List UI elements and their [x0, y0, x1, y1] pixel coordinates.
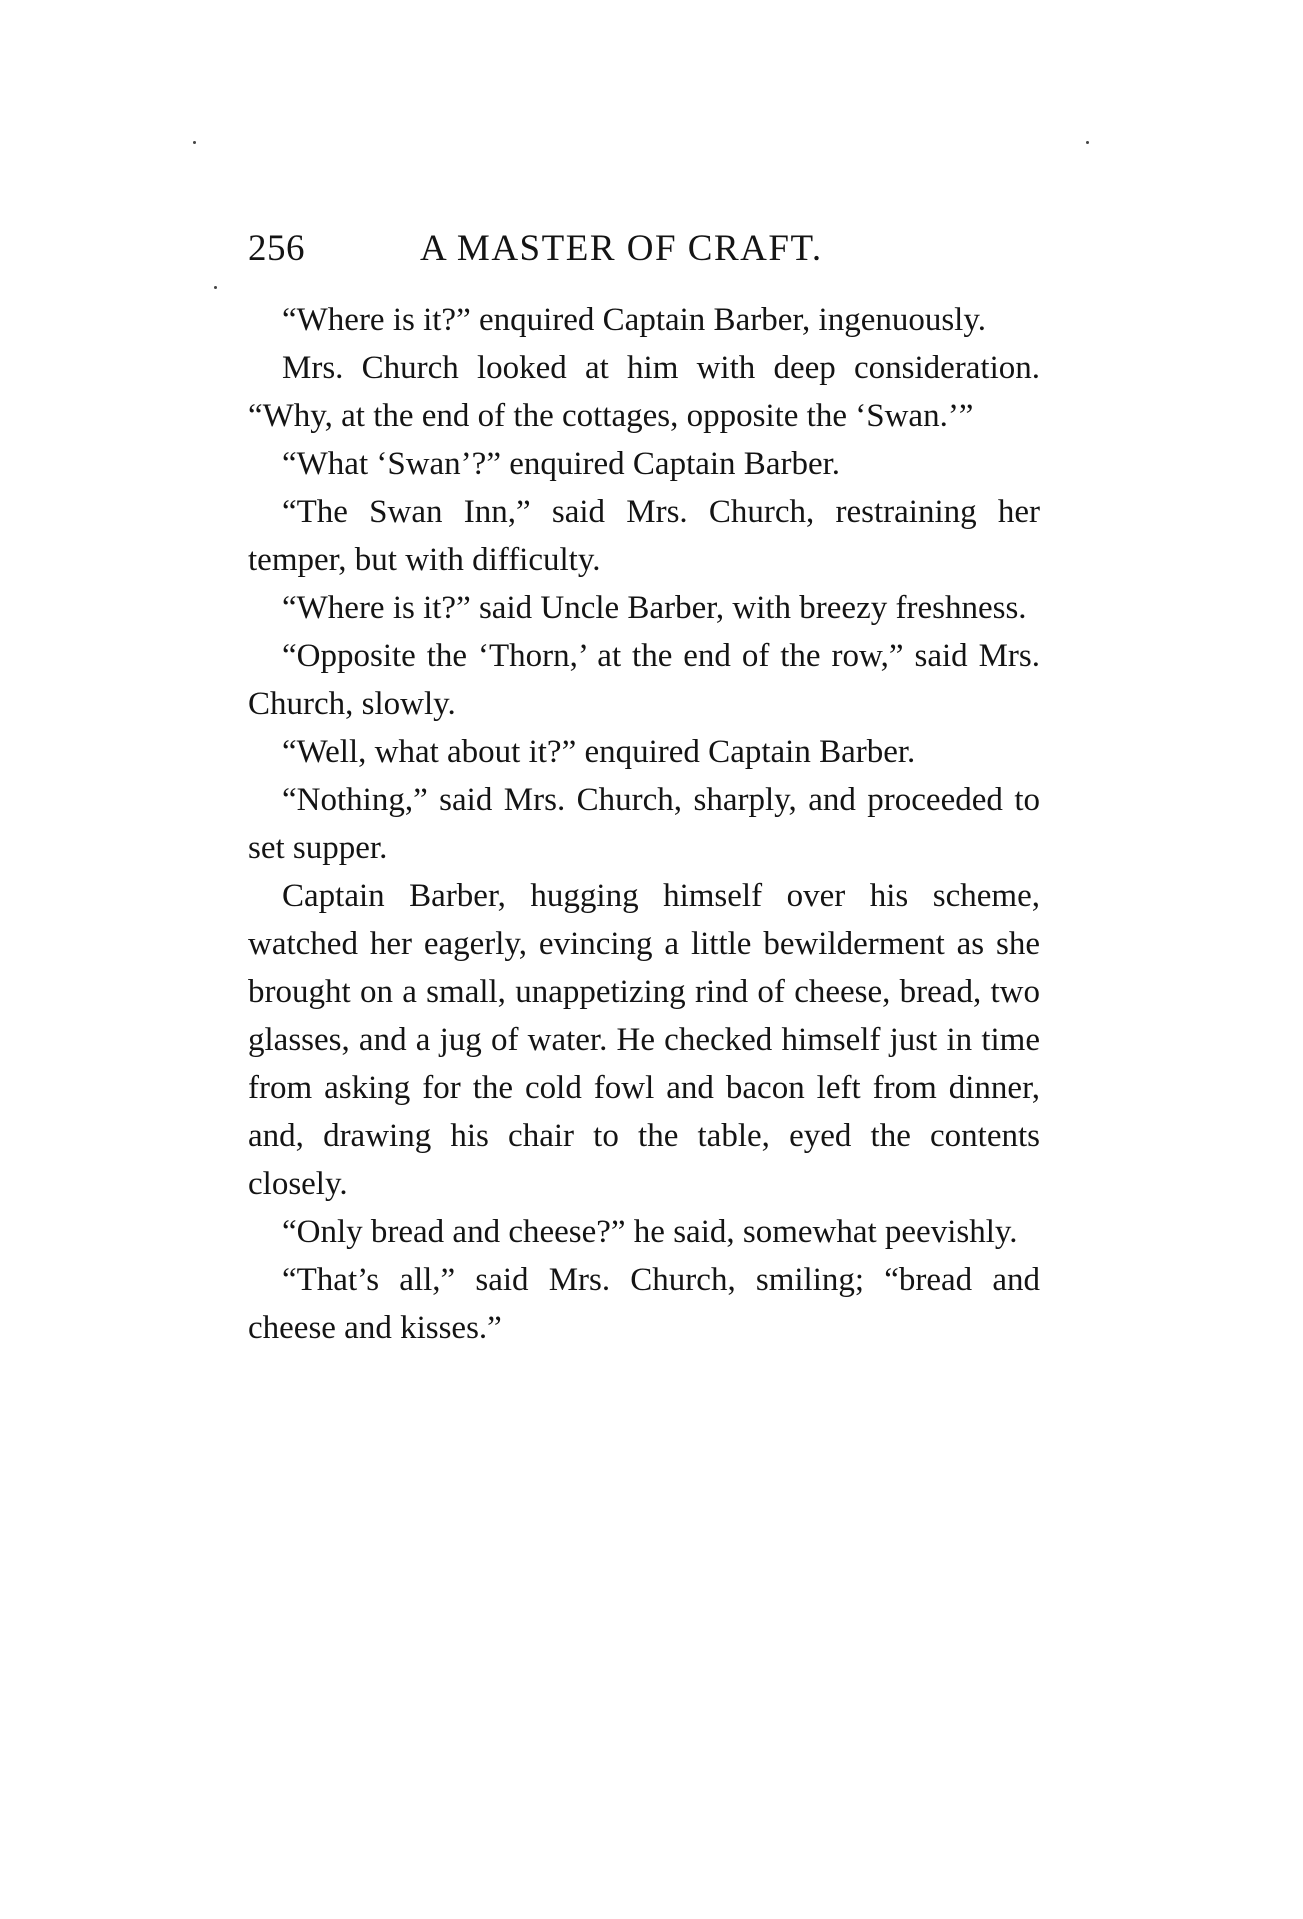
paragraph: “Well, what about it?” enquired Captain Barber.: [282, 734, 916, 770]
paragraph: “The Swan Inn,” said Mrs. Church, restraining her temper, but with difficulty.: [248, 494, 1040, 578]
page-number: 256: [248, 228, 305, 269]
paragraph: “Where is it?” said Uncle Barber, with breezy freshness.: [282, 590, 1027, 626]
page-header: [248, 224, 1048, 274]
paragraph: “Opposite the ‘Thorn,’ at the end of the row,” said Mrs. Church, slowly.: [248, 638, 1040, 722]
scan-speck: [214, 286, 217, 289]
paragraph: “Where is it?” enquired Captain Barber, ingenuously.: [282, 302, 986, 338]
paragraph: “What ‘Swan’?” enquired Captain Barber.: [282, 446, 841, 482]
scan-speck: [1086, 141, 1089, 144]
body-text: [248, 296, 1040, 1352]
paragraph: “That’s all,” said Mrs. Church, smiling; “bread and cheese and kisses.”: [248, 1262, 1040, 1346]
paragraph: “Only bread and cheese?” he said, somewhat peevishly.: [282, 1214, 1018, 1250]
running-title: A MASTER OF CRAFT.: [420, 228, 823, 269]
scan-speck: [193, 141, 196, 144]
paragraph: Mrs. Church looked at him with deep consideration. “Why, at the end of the cottages, opposite the ‘Swan.’”: [248, 350, 1040, 434]
paragraph: Captain Barber, hugging himself over his scheme, watched her eagerly, evincing a little bewilderment as she brought on a small, unappetizing rind of cheese, bread, two glasses, and a jug of water. He checked himself just in time from asking for the cold fowl and bacon left from dinner, and, drawing his chair to the table, eyed the contents closely.: [248, 878, 1040, 1202]
paragraph: “Nothing,” said Mrs. Church, sharply, and proceeded to set supper.: [248, 782, 1040, 866]
